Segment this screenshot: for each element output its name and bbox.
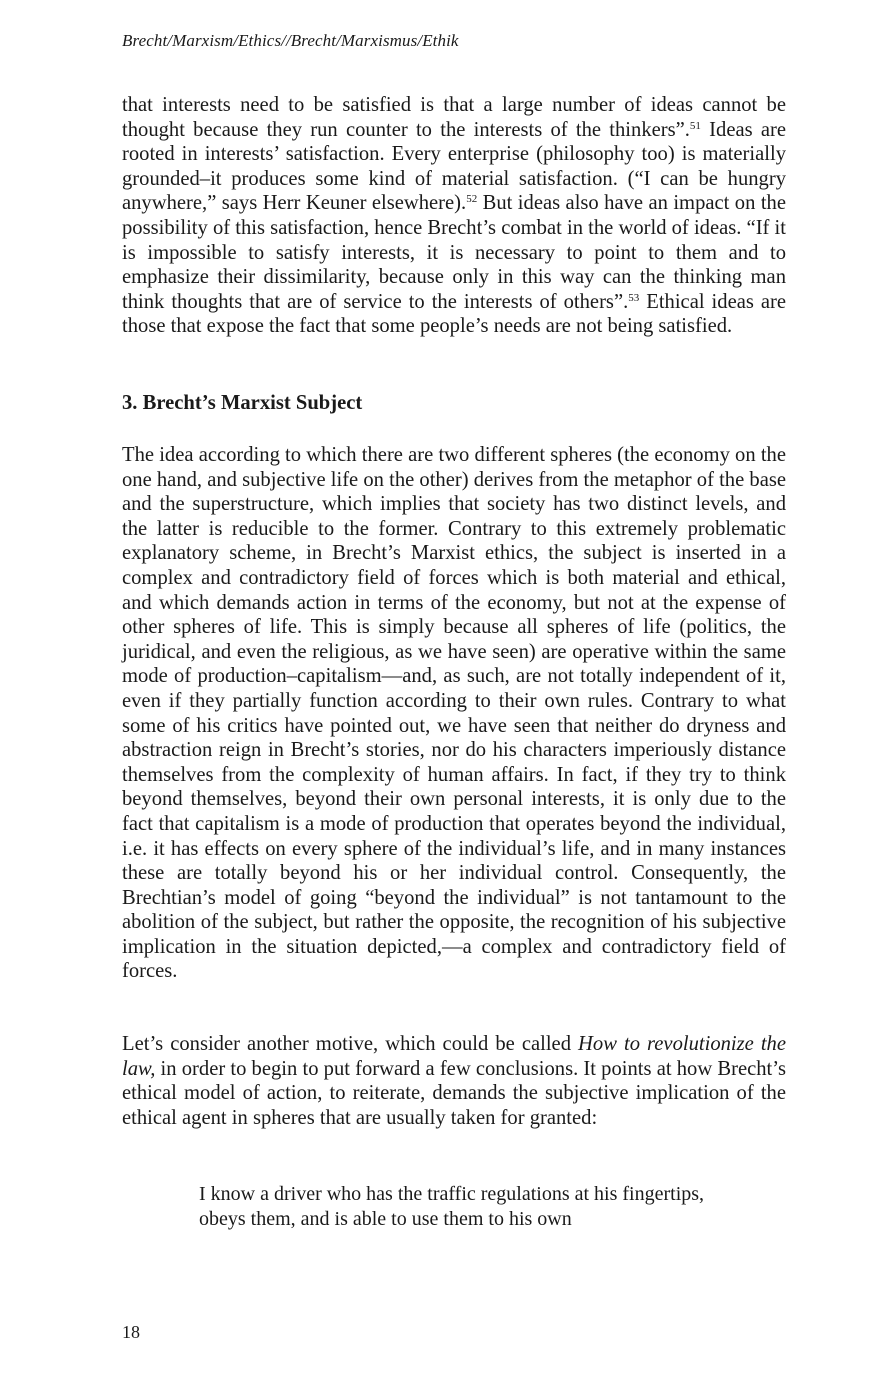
section-heading: 3. Brecht’s Marxist Subject <box>122 392 363 414</box>
text-run: Ideas are rooted in interests’ satisfaction. Every enterprise (philosophy too) is materially grounded–it produces some kind of material satisfaction. (“I can be hungry anywhere,” says Herr Keuner elsewhere). <box>122 118 786 215</box>
text-run: in order to begin to put forward a few conclusions. It points at how Brecht’s ethical model of action, to reiterate, demands the subjective implication of the ethical agent in spheres that are usually taken for granted: <box>122 1057 786 1129</box>
block-quotation: I know a driver who has the traffic regulations at his fingertips, obeys them, and is able to use them to his own <box>199 1183 705 1230</box>
footnote-ref: 51 <box>689 119 701 132</box>
page-number: 18 <box>122 1322 140 1342</box>
paragraph-revolutionize-law <box>122 1032 786 1130</box>
paragraph-interests <box>122 93 786 339</box>
footnote-ref: 53 <box>628 291 640 304</box>
text-run: The idea according to which there are two different spheres (the economy on the one hand, and subjective life on the other) derives from the metaphor of the base and the superstructure, which implies that society has two distinct levels, and the latter is reducible to the former. Contrary to this extremely problematic explanatory scheme, in Brecht’s Marxist ethics, the subject is inserted in a complex and contradictory field of forces which is both material and ethical, and which demands action in terms of the economy, but not at the expense of other spheres of life. This is simply because all spheres of life (politics, the juridical, and even the religious, as we have seen) are operative within the same mode of production–capitalism—and, as such, are not totally independent of it, even if they partially function according to their own rules. Contrary to what some of his critics have pointed out, we have seen that neither do dryness and abstraction reign in Brecht’s stories, nor do his characters imperiously distance themselves from the complexity of human affairs. In fact, if they try to think beyond themselves, beyond their own personal interests, it is only due to the fact that capitalism is a mode of production that operates beyond the individual, i.e. it has effects on every sphere of the individual’s life, and in many instances these are totally beyond his or her individual control. Consequently, the Brechtian’s model of going “beyond the individual” is not tantamount to the abolition of the subject, but rather the opposite, the recognition of his subjective implication in the situation depicted,—a complex and contradictory field of forces. <box>122 444 786 983</box>
footnote-ref: 52 <box>466 193 478 206</box>
text-run: But ideas also have an impact on the possibility of this satisfaction, hence Brecht’s combat in the world of ideas. “If it is impossible to satisfy interests, it is necessary to point to them and to emphasize their dissimilarity, because only in this way can the thinking man think thoughts that are of service to the interests of others”. <box>122 192 786 313</box>
text-run: Ethical ideas are those that expose the fact that some people’s needs are not being satisfied. <box>122 290 786 338</box>
running-head: Brecht/Marxism/Ethics//Brecht/Marxismus/Ethik <box>122 31 459 50</box>
text-run: that interests need to be satisfied is that a large number of ideas cannot be thought because they run counter to the interests of the thinkers”. <box>122 94 786 141</box>
italic-title: How to revolutionize the law, <box>122 1033 786 1080</box>
text-run: Let’s consider another motive, which could be called <box>122 1033 579 1055</box>
paragraph-marxist-subject <box>122 443 786 984</box>
